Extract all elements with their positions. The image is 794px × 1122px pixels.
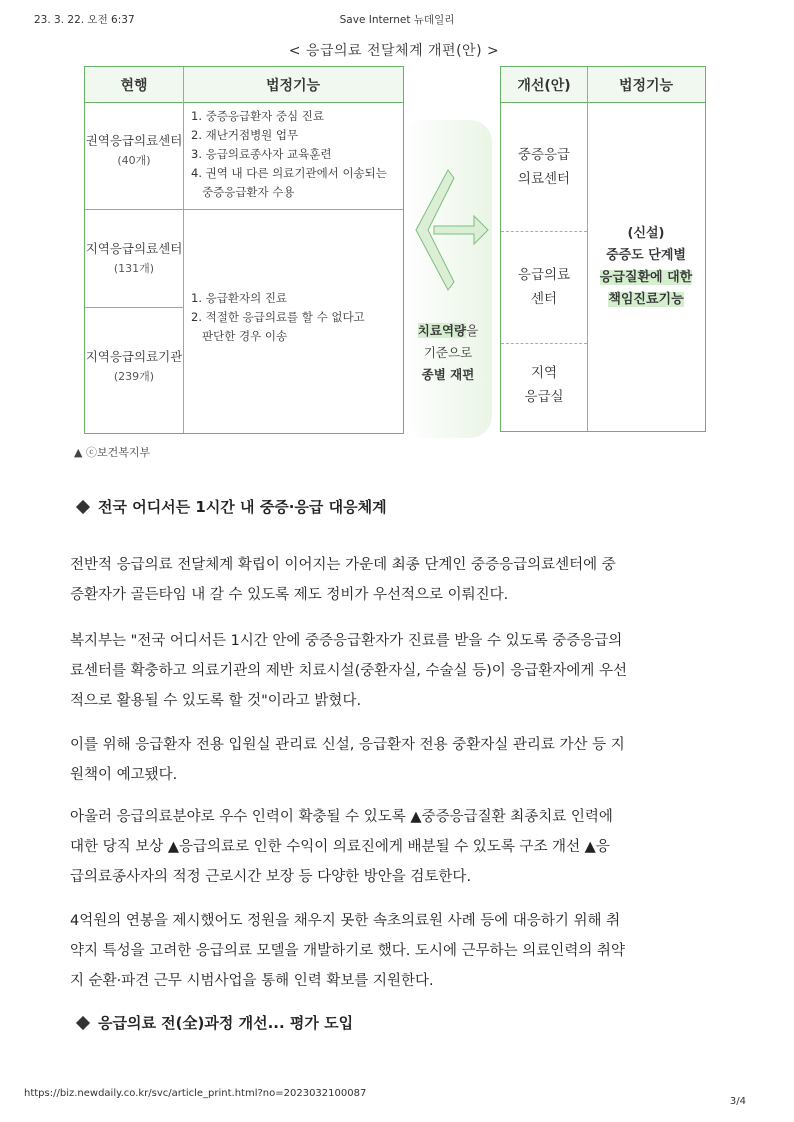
row-local-center: 지역응급의료센터 (131개) [85, 241, 183, 275]
figure-title: < 응급의료 전달체계 개편(안) > [288, 43, 500, 59]
row-regional-center: 권역응급의료센터 (40개) [85, 133, 183, 167]
divider [85, 307, 183, 308]
page-number: 3/4 [729, 1096, 746, 1107]
divider [501, 343, 587, 344]
paragraph: 복지부는 "전국 어디서든 1시간 안에 중증응급환자가 진료를 받을 수 있도록 중증응급의 료센터를 확충하고 의료기관의 제반 치료시설(중환자실, 수술실 등)이 응급환자에게 우선 적으로 활용될 수 있도록 할 것"이라고 밝혔다. [70, 633, 628, 709]
improved-system-table [500, 66, 706, 432]
print-url: https://biz.newdaily.co.kr/svc/article_print.html?no=2023032100087 [24, 1088, 367, 1099]
restructure-label: 치료역량을 기준으로 종별 재편 [417, 323, 479, 382]
paragraph: 아울러 응급의료분야로 우수 인력이 확충될 수 있도록 ▲중증응급질환 최종치료 인력에 대한 당직 보상 ▲응급의료로 인한 수익이 의료진에게 배분될 수 있도록 구조 개선 ▲응 급의료종사자의 적정 근로시간 보장 등 다양한 방안을 검토한다. [70, 809, 613, 885]
divider [183, 67, 184, 433]
new-severe-center: 중증응급 의료센터 [517, 147, 571, 187]
current-system-table [84, 66, 404, 434]
split-arrow-icon [404, 130, 492, 330]
paragraph: 4억원의 연봉을 제시했어도 정원을 채우지 못한 속초의료원 사례 등에 대응하기 위해 취 약지 특성을 고려한 응급의료 모델을 개발하기로 했다. 도시에 근무하는 의료인력의 취약 지 순환·파견 근무 시범사업을 통해 인력 확보를 지원한다. [70, 913, 625, 989]
new-local-er: 지역 응급실 [524, 365, 564, 405]
divider [85, 209, 403, 210]
row-local-institution: 지역응급의료기관 (239개) [85, 349, 183, 383]
new-function-text: (신설) 중증도 단계별 응급질환에 대한 책임진료기능 [599, 226, 693, 307]
section-heading: 응급의료 전(全)과정 개선... 평가 도입 [74, 1012, 353, 1033]
diamond-bullet-icon [76, 1016, 90, 1030]
col-header-improved: 개선(안) [501, 67, 587, 103]
divider [501, 231, 587, 232]
emergency-system-figure [82, 36, 706, 434]
functions-regional: 1. 중증응급환자 중심 진료 2. 재난거점병원 업무 3. 응급의료종사자 교육훈련 4. 권역 내 다른 의료기관에서 이송되는 중증응급환자 수용 [191, 109, 387, 199]
print-site-title: Save Internet 뉴데일리 [339, 14, 455, 26]
col-header-new-function: 법정기능 [587, 67, 705, 103]
col-header-legal-function: 법정기능 [183, 67, 403, 103]
diamond-bullet-icon [76, 500, 90, 514]
print-datetime: 23. 3. 22. 오전 6:37 [34, 14, 135, 26]
paragraph: 이를 위해 응급환자 전용 입원실 관리료 신설, 응급환자 전용 중환자실 관리료 가산 등 지 원책이 예고됐다. [70, 737, 625, 783]
restructure-arrow [404, 120, 492, 438]
col-header-current: 현행 [85, 67, 183, 103]
functions-local: 1. 응급환자의 진료 2. 적절한 응급의료를 할 수 없다고 판단한 경우 이송 [191, 291, 365, 343]
new-emergency-center: 응급의료 센터 [517, 267, 571, 307]
section-heading: 전국 어디서든 1시간 내 중증·응급 대응체계 [74, 496, 387, 517]
figure-source: ▲ ⓒ보건복지부 [74, 446, 151, 459]
paragraph: 전반적 응급의료 전달체계 확립이 이어지는 가운데 최종 단계인 중증응급의료센터에 중 증환자가 골든타임 내 갈 수 있도록 제도 정비가 우선적으로 이뤄진다. [70, 557, 616, 603]
